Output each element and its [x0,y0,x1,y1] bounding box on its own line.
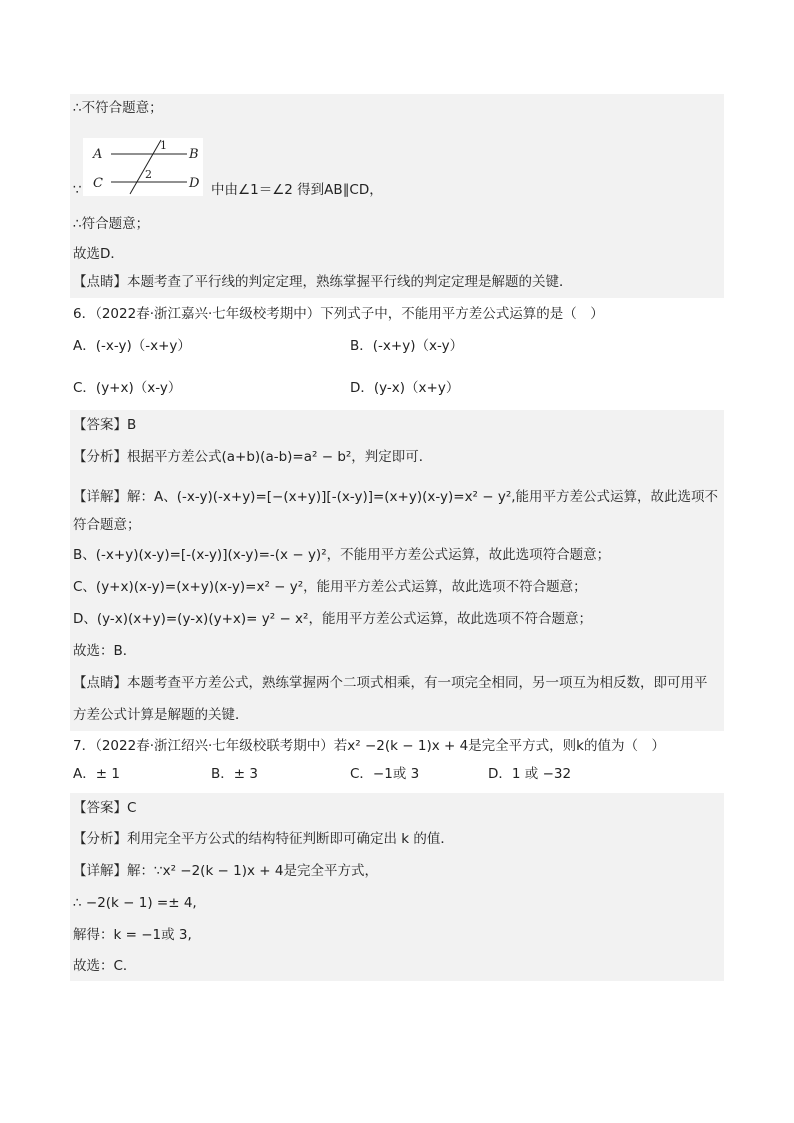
q5-line-not-fit: ∴不符合题意； [73,100,163,116]
q7-detail-1: 【详解】解：∵x² −2(k − 1)x + 4是完全平方式， [73,863,378,879]
q6-solution-block [70,410,724,731]
q5-solution-block [70,94,724,298]
q6-choose: 故选：B． [73,643,137,659]
q7-option-d: D．1 或 −32 [488,766,572,782]
q6-option-d: D．(y-x)（x+y） [350,380,460,396]
q6-comment: 【点睛】本题考查平方差公式，熟练掌握两个二项式相乘，有一项完全相同，另一项互为相反数，即可用平方差公式计算是解题的关键． [73,675,708,723]
label-angle-1: 1 [160,139,167,152]
q7-choose: 故选：C． [73,958,137,974]
label-angle-2: 2 [145,168,152,181]
q7-analysis: 【分析】利用完全平方公式的结构特征判断即可确定出 k 的值． [73,831,454,847]
parallel-lines-figure [83,138,203,196]
q6-analysis: 【分析】根据平方差公式(a+b)(a-b)=a² − b²，判定即可． [73,449,433,465]
q5-figure-caption: 中由∠1＝∠2 得到AB∥CD， [211,182,383,198]
label-d: D [189,176,200,191]
q7-option-c: C．−1或 3 [350,766,420,782]
label-a: A [93,147,103,162]
q7-detail-3: 解得：k = −1或 3, [73,927,192,943]
q5-comment: 【点睛】本题考查了平行线的判定定理，熟练掌握平行线的判定定理是解题的关键． [73,274,573,290]
label-b: B [189,147,199,162]
q6-option-b: B．(-x+y)（x-y） [350,338,464,354]
q6-option-c: C．(y+x)（x-y） [73,380,182,396]
q5-figure-row [70,122,724,206]
transversal [130,140,161,194]
q7-option-b: B．± 3 [211,766,258,782]
q7-solution-block [70,793,724,981]
q6-answer: 【答案】B [73,417,137,433]
q7-option-a: A．± 1 [73,766,120,782]
q6-option-a: A．(-x-y)（-x+y） [73,338,191,354]
q7-question: 7．（2022春·浙江绍兴·七年级校联考期中）若x² −2(k − 1)x + 4是完全平方式，则k的值为（ ） [73,738,665,754]
q5-line-fits: ∴符合题意； [73,216,150,232]
document-content [70,94,724,981]
q6-detail-a: 【详解】解：A、(-x-y)(-x+y)=[−(x+y)][-(x-y)]=(x+y)(x-y)=x² − y²,能用平方差公式运算，故此选项不符合题意； [73,489,719,533]
q6-detail-c: C、(y+x)(x-y)=(x+y)(x-y)=x² − y²，能用平方差公式运算，故此选项不符合题意； [73,579,587,595]
q6-question: 6．（2022春·浙江嘉兴·七年级校考期中）下列式子中，不能用平方差公式运算的是（ ） [73,306,604,322]
because-symbol: ∵ [73,182,82,198]
q6-options-row-1 [70,337,724,355]
q5-choose: 故选D． [73,246,124,262]
q6-options-row-2 [70,379,724,397]
label-c: C [93,176,103,191]
q6-detail-b: B、(-x+y)(x-y)=[-(x-y)](x-y)=-(x − y)²，不能用平方差公式运算，故此选项符合题意； [73,547,611,563]
q7-options-row [70,765,724,783]
q7-detail-2: ∴ −2(k − 1) =± 4, [73,895,197,911]
q6-detail-d: D、(y-x)(x+y)=(y-x)(y+x)= y² − x²，能用平方差公式运算，故此选项不符合题意； [73,611,592,627]
q7-answer: 【答案】C [73,800,137,816]
